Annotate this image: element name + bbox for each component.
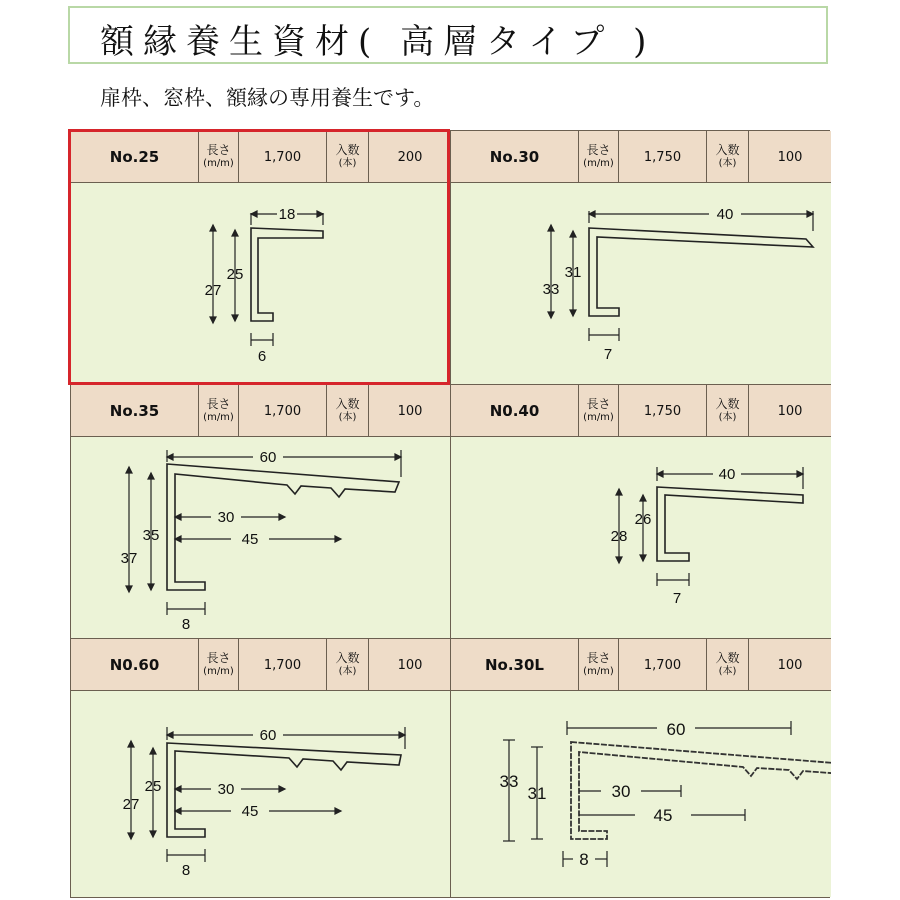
dim-width: 60 xyxy=(259,449,277,466)
dim-inner-height: 25 xyxy=(144,778,162,795)
length-label xyxy=(579,385,619,437)
product-model: No.25 xyxy=(71,131,199,183)
quantity-label-text: 入数 xyxy=(715,651,740,665)
dim-width: 40 xyxy=(716,206,734,223)
product-card-no25[interactable] xyxy=(71,131,451,385)
quantity-value: 200 xyxy=(397,149,423,165)
length-label xyxy=(199,385,239,437)
product-card-n060[interactable] xyxy=(71,639,451,897)
dim-outer-height: 27 xyxy=(204,282,222,299)
title-box xyxy=(68,6,828,64)
length-value: 1,700 xyxy=(239,639,327,691)
quantity-unit: (本) xyxy=(338,666,357,677)
product-card-no30l[interactable] xyxy=(451,639,831,897)
profile-diagram-no35 xyxy=(71,437,451,639)
length-label-text: 長さ xyxy=(586,651,611,665)
dim-mark-2: 45 xyxy=(653,806,673,825)
profile-diagram-n040 xyxy=(451,437,831,639)
dim-width: 40 xyxy=(718,466,736,483)
length-value: 1,750 xyxy=(619,131,707,183)
dim-width: 18 xyxy=(278,206,296,223)
length-value: 1,700 xyxy=(619,639,707,691)
product-header xyxy=(71,131,450,183)
length-unit: (m/m) xyxy=(583,666,614,677)
dim-lip: 6 xyxy=(257,348,267,365)
product-header xyxy=(451,131,831,183)
page-title: 額縁養生資材( 高層タイプ ) xyxy=(100,22,656,62)
product-grid xyxy=(70,130,830,898)
dim-mark-2: 45 xyxy=(241,531,259,548)
dim-lip: 7 xyxy=(603,346,613,363)
product-card-no35[interactable] xyxy=(71,385,451,639)
length-value: 1,700 xyxy=(239,385,327,437)
quantity-label-text: 入数 xyxy=(715,397,740,411)
dim-mark-1: 30 xyxy=(611,782,631,801)
length-label-text: 長さ xyxy=(586,397,611,411)
page-subtitle: 扉枠、窓枠、額縁の専用養生です。 xyxy=(100,86,435,110)
dim-inner-height: 31 xyxy=(527,784,547,803)
dim-mark-1: 30 xyxy=(217,509,235,526)
length-unit: (m/m) xyxy=(203,666,234,677)
profile-diagram-no25 xyxy=(71,183,451,385)
product-header xyxy=(451,639,831,691)
product-header xyxy=(71,639,450,691)
dim-width: 60 xyxy=(259,727,277,744)
length-unit: (m/m) xyxy=(203,412,234,423)
profile-diagram-no30l xyxy=(451,691,831,893)
dim-lip: 8 xyxy=(181,862,191,879)
quantity-label-text: 入数 xyxy=(715,143,740,157)
length-label-text: 長さ xyxy=(586,143,611,157)
quantity-label xyxy=(327,639,369,691)
dim-width: 60 xyxy=(666,720,686,739)
quantity-unit: (本) xyxy=(338,412,357,423)
quantity-label xyxy=(707,131,749,183)
dim-outer-height: 28 xyxy=(610,528,628,545)
dim-inner-height: 26 xyxy=(634,511,652,528)
quantity-label xyxy=(327,385,369,437)
dim-inner-height: 25 xyxy=(226,266,244,283)
length-label xyxy=(579,639,619,691)
dim-outer-height: 33 xyxy=(499,772,519,791)
length-unit: (m/m) xyxy=(203,158,234,169)
quantity-label xyxy=(327,131,369,183)
product-model: No.35 xyxy=(71,385,199,437)
dim-inner-height: 31 xyxy=(564,264,582,281)
profile-diagram-no30 xyxy=(451,183,831,385)
length-label xyxy=(579,131,619,183)
quantity-label-text: 入数 xyxy=(335,651,360,665)
quantity-unit: (本) xyxy=(718,158,737,169)
profile-diagram-n060 xyxy=(71,691,451,893)
product-model: N0.40 xyxy=(451,385,579,437)
product-card-no30[interactable] xyxy=(451,131,831,385)
length-label-text: 長さ xyxy=(206,143,231,157)
dim-lip: 8 xyxy=(181,616,191,633)
length-unit: (m/m) xyxy=(583,412,614,423)
quantity-label xyxy=(707,639,749,691)
length-value: 1,700 xyxy=(239,131,327,183)
dim-outer-height: 37 xyxy=(120,550,138,567)
length-label-text: 長さ xyxy=(206,397,231,411)
dim-lip: 8 xyxy=(579,850,589,869)
dim-outer-height: 33 xyxy=(542,281,560,298)
quantity-unit: (本) xyxy=(718,412,737,423)
quantity-value: 100 xyxy=(777,403,803,419)
length-label-text: 長さ xyxy=(206,651,231,665)
product-model: N0.60 xyxy=(71,639,199,691)
quantity-unit: (本) xyxy=(718,666,737,677)
quantity-value: 100 xyxy=(397,403,423,419)
quantity-label-text: 入数 xyxy=(335,397,360,411)
product-header xyxy=(451,385,831,437)
quantity-value: 100 xyxy=(397,657,423,673)
dim-mark-1: 30 xyxy=(217,781,235,798)
dim-inner-height: 35 xyxy=(142,527,160,544)
product-card-n040[interactable] xyxy=(451,385,831,639)
product-model: No.30L xyxy=(451,639,579,691)
quantity-label-text: 入数 xyxy=(335,143,360,157)
dim-lip: 7 xyxy=(672,590,682,607)
quantity-value: 100 xyxy=(777,657,803,673)
length-label xyxy=(199,131,239,183)
dim-mark-2: 45 xyxy=(241,803,259,820)
product-header xyxy=(71,385,450,437)
quantity-unit: (本) xyxy=(338,158,357,169)
dim-outer-height: 27 xyxy=(122,796,140,813)
length-label xyxy=(199,639,239,691)
length-value: 1,750 xyxy=(619,385,707,437)
product-model: No.30 xyxy=(451,131,579,183)
length-unit: (m/m) xyxy=(583,158,614,169)
quantity-value: 100 xyxy=(777,149,803,165)
quantity-label xyxy=(707,385,749,437)
